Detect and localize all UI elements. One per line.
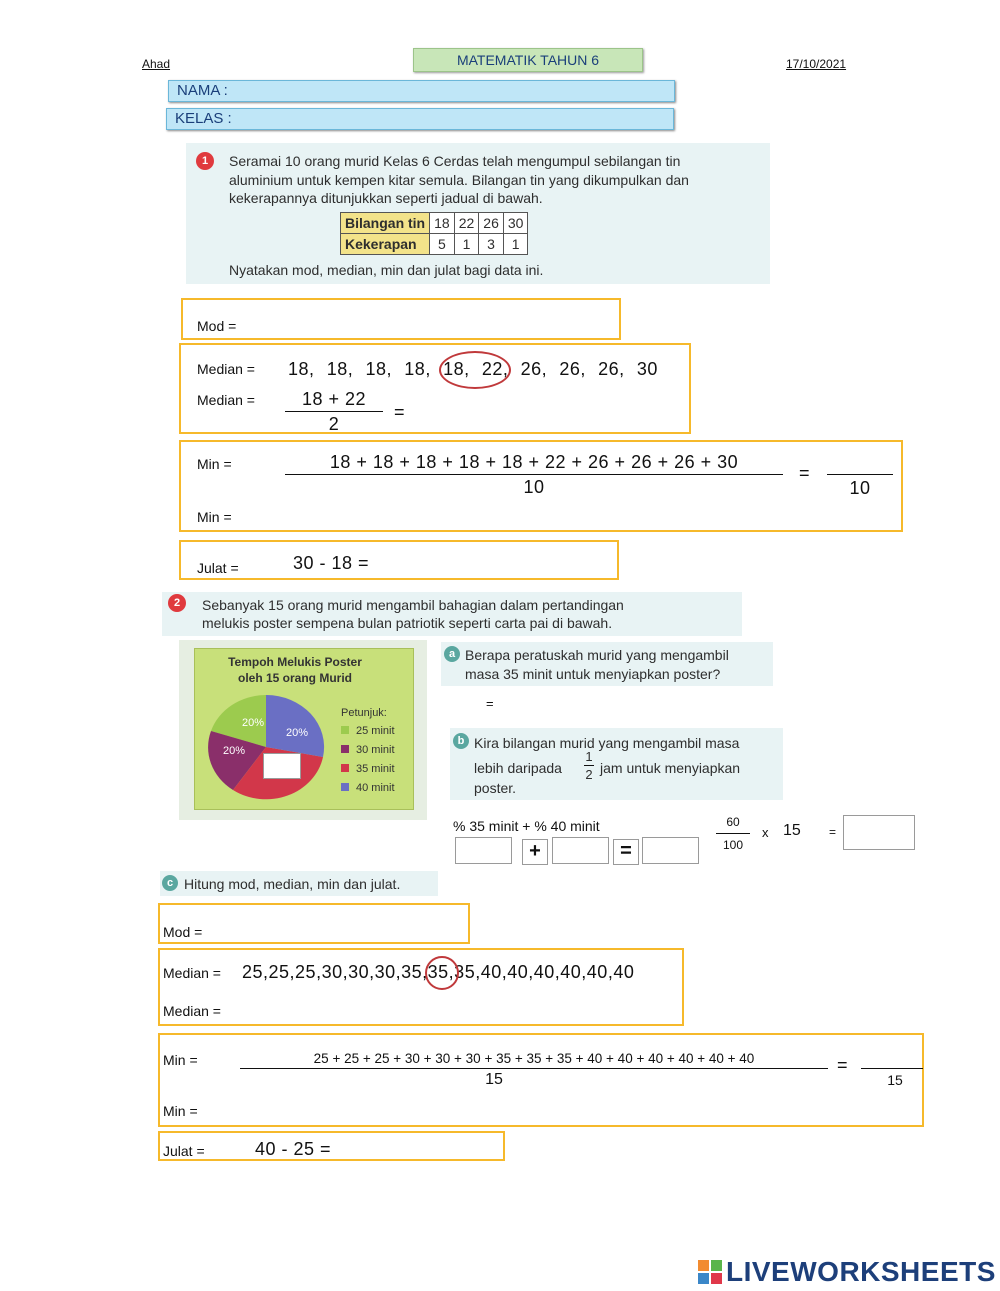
- pie-35-percent-input[interactable]: [263, 753, 301, 779]
- frequency-table: [340, 212, 528, 255]
- worksheet-title: MATEMATIK TAHUN 6: [413, 48, 643, 72]
- fraction-bar: [240, 1068, 828, 1069]
- question-2b-letter: b: [453, 733, 469, 749]
- legend-label: 35 minit: [356, 763, 395, 775]
- q2-text-line1: Sebanyak 15 orang murid mengambil bahagian dalam pertandingan: [202, 597, 624, 613]
- q1-mod-answer-box[interactable]: [181, 298, 621, 340]
- q1-min-equals: =: [799, 463, 811, 483]
- times-operator: x: [762, 825, 769, 840]
- q1-text-line1: Seramai 10 orang murid Kelas 6 Cerdas telah mengumpul sebilangan tin: [229, 153, 681, 169]
- list-item: 26,: [559, 359, 586, 379]
- list-item: 18,: [365, 359, 393, 379]
- legend-label: 30 minit: [356, 744, 395, 756]
- q1-julat-expression: 30 - 18 =: [293, 553, 370, 573]
- q1-mod-label: Mod =: [197, 318, 237, 334]
- result-equals: =: [829, 825, 837, 839]
- author-name: Ahad: [142, 57, 171, 71]
- table-cell: 5: [430, 234, 455, 255]
- median-circle-highlight: [439, 351, 511, 389]
- question-2a-panel: [441, 642, 773, 686]
- students-result-input[interactable]: [843, 815, 915, 850]
- pie-legend: [341, 725, 395, 801]
- q2c-julat-expression: 40 - 25 =: [255, 1139, 332, 1159]
- pie-legend-title: Petunjuk:: [341, 707, 387, 719]
- question-1-number: 1: [196, 152, 214, 170]
- q1-median-numerator: 18 + 22: [301, 389, 367, 409]
- question-2b-panel: [450, 728, 783, 800]
- legend-item: [341, 725, 395, 744]
- q2b-text-line2b: jam untuk menyiapkan: [600, 760, 741, 776]
- q1-min-label: Min =: [197, 456, 232, 472]
- equals-operator: =: [613, 839, 639, 865]
- pie-chart-panel: [179, 640, 427, 820]
- total-students: 15: [783, 822, 801, 839]
- q2a-text-line2: masa 35 minit untuk menyiapkan poster?: [465, 666, 721, 682]
- worksheet-date: 17/10/2021: [786, 57, 847, 71]
- table-cell: 1: [454, 234, 479, 255]
- table-cell: 22: [454, 213, 479, 234]
- table-cell: 26: [479, 213, 504, 234]
- table-header-bilangan: Bilangan tin: [341, 213, 430, 234]
- legend-item: [341, 744, 395, 763]
- q2c-mod-answer-box[interactable]: [158, 903, 470, 944]
- pie-title-line2: oleh 15 orang Murid: [237, 671, 352, 685]
- kelas-field[interactable]: KELAS :: [166, 108, 674, 130]
- q1-median-label: Median =: [197, 361, 255, 377]
- legend-swatch-icon: [341, 764, 349, 772]
- q1-min-label-2: Min =: [197, 509, 232, 525]
- pie-label-30: 20%: [223, 745, 246, 757]
- q1-median-label-2: Median =: [197, 392, 255, 408]
- list-item: 18,: [404, 359, 431, 379]
- legend-item: [341, 782, 395, 801]
- percent-35-input[interactable]: [455, 837, 512, 864]
- fraction-bar: [285, 474, 783, 475]
- pie-label-25: 20%: [242, 717, 265, 729]
- question-2-panel: [162, 592, 742, 636]
- list-item: 26,: [598, 359, 625, 379]
- q2a-equals: =: [486, 696, 494, 711]
- plus-operator: +: [522, 839, 548, 865]
- q2b-text-line1: Kira bilangan murid yang mengambil masa: [474, 735, 740, 751]
- legend-swatch-icon: [341, 726, 349, 734]
- q2b-text-line3: poster.: [474, 780, 517, 796]
- table-row: [341, 213, 528, 234]
- logo-icon: [698, 1260, 722, 1284]
- q1-min-answer-denominator: 10: [849, 478, 871, 498]
- q2c-median-answer-box[interactable]: [158, 948, 684, 1026]
- liveworksheets-logo: [698, 1256, 996, 1288]
- percent-calc-label: % 35 minit + % 40 minit: [453, 818, 600, 834]
- legend-item: [341, 763, 395, 782]
- table-cell: 3: [479, 234, 504, 255]
- fraction-bar: [285, 411, 383, 412]
- answer-fraction-bar: [827, 474, 893, 475]
- q2c-julat-answer-box[interactable]: [158, 1131, 505, 1161]
- pie-chart-card: [194, 648, 414, 810]
- list-item: 18,: [443, 359, 470, 379]
- q1-julat-label: Julat =: [197, 560, 239, 576]
- legend-label: 25 minit: [356, 725, 395, 737]
- list-item: 26,: [520, 359, 548, 379]
- q2c-min-label: Min =: [163, 1052, 198, 1068]
- q2c-min-answer-denominator: 15: [887, 1072, 903, 1088]
- q1-median-answer-box[interactable]: [179, 343, 691, 434]
- q1-prompt: Nyatakan mod, median, min dan julat bagi data ini.: [229, 262, 544, 278]
- pie-slice-40-minit: [266, 695, 324, 757]
- question-2c-letter: c: [162, 875, 178, 891]
- q2-text-line2: melukis poster sempena bulan patriotik seperti carta pai di bawah.: [202, 615, 613, 631]
- q2b-frac-num: 1: [585, 749, 593, 764]
- logo-text: LIVEWORKSHEETS: [726, 1256, 996, 1287]
- percent-total-input[interactable]: [642, 837, 699, 864]
- q2b-text-line2a: lebih daripada: [474, 760, 562, 776]
- q1-text-line2: aluminium untuk kempen kitar semula. Bilangan tin yang dikumpulkan dan: [229, 172, 689, 188]
- legend-swatch-icon: [341, 745, 349, 753]
- table-header-kekerapan: Kekerapan: [341, 234, 430, 255]
- fraction-bar: [716, 833, 750, 834]
- legend-swatch-icon: [341, 783, 349, 791]
- q2c-min-numerator: 25 + 25 + 25 + 30 + 30 + 30 + 35 + 35 + 35 + 40 + 40 + 40 + 40 + 40 + 40: [313, 1051, 755, 1066]
- frac-denominator: 100: [722, 838, 744, 852]
- question-1-panel: [186, 143, 770, 284]
- table-cell: 1: [503, 234, 528, 255]
- nama-field[interactable]: NAMA :: [168, 80, 675, 102]
- q1-min-numerator: 18 + 18 + 18 + 18 + 18 + 22 + 26 + 26 + 26 + 30: [329, 452, 739, 472]
- table-cell: 18: [430, 213, 455, 234]
- question-2-number: 2: [168, 594, 186, 612]
- question-2a-letter: a: [444, 646, 460, 662]
- median-circle-highlight: [425, 956, 459, 990]
- table-row: [341, 234, 528, 255]
- q1-min-answer-box[interactable]: [179, 440, 903, 532]
- q1-julat-answer-box[interactable]: [179, 540, 619, 580]
- q2c-mod-label: Mod =: [163, 924, 203, 940]
- q2c-median-label-2: Median =: [163, 1003, 221, 1019]
- frac-numerator: 60: [726, 815, 740, 829]
- q2c-min-answer-box[interactable]: [158, 1033, 924, 1127]
- q2c-min-equals: =: [837, 1055, 849, 1075]
- q2c-julat-label: Julat =: [163, 1143, 205, 1159]
- q2c-median-list: 25,25,25,30,30,30,35,35,35,40,40,40,40,40,40: [242, 962, 635, 982]
- q2c-median-label: Median =: [163, 965, 221, 981]
- pie-label-40: 20%: [286, 727, 309, 739]
- question-2c-panel: [160, 871, 438, 896]
- legend-label: 40 minit: [356, 782, 395, 794]
- q2c-min-label-2: Min =: [163, 1103, 198, 1119]
- q2b-frac-den: 2: [585, 767, 593, 782]
- list-item: 30: [636, 359, 658, 379]
- q1-median-denominator: 2: [328, 414, 340, 434]
- answer-fraction-bar: [861, 1068, 923, 1069]
- q1-min-denominator: 10: [523, 477, 545, 497]
- q2c-prompt: Hitung mod, median, min dan julat.: [184, 876, 401, 892]
- pie-title-line1: Tempoh Melukis Poster: [228, 655, 362, 669]
- q2a-text-line1: Berapa peratuskah murid yang mengambil: [465, 647, 729, 663]
- table-cell: 30: [503, 213, 528, 234]
- q1-median-equals: =: [394, 402, 406, 422]
- q2c-min-denominator: 15: [485, 1071, 503, 1088]
- list-item: 18,: [326, 359, 354, 379]
- q1-text-line3: kekerapannya ditunjukkan seperti jadual di bawah.: [229, 190, 543, 206]
- percent-40-input[interactable]: [552, 837, 609, 864]
- list-item: 18,: [288, 359, 315, 379]
- list-item: 22,: [481, 359, 509, 379]
